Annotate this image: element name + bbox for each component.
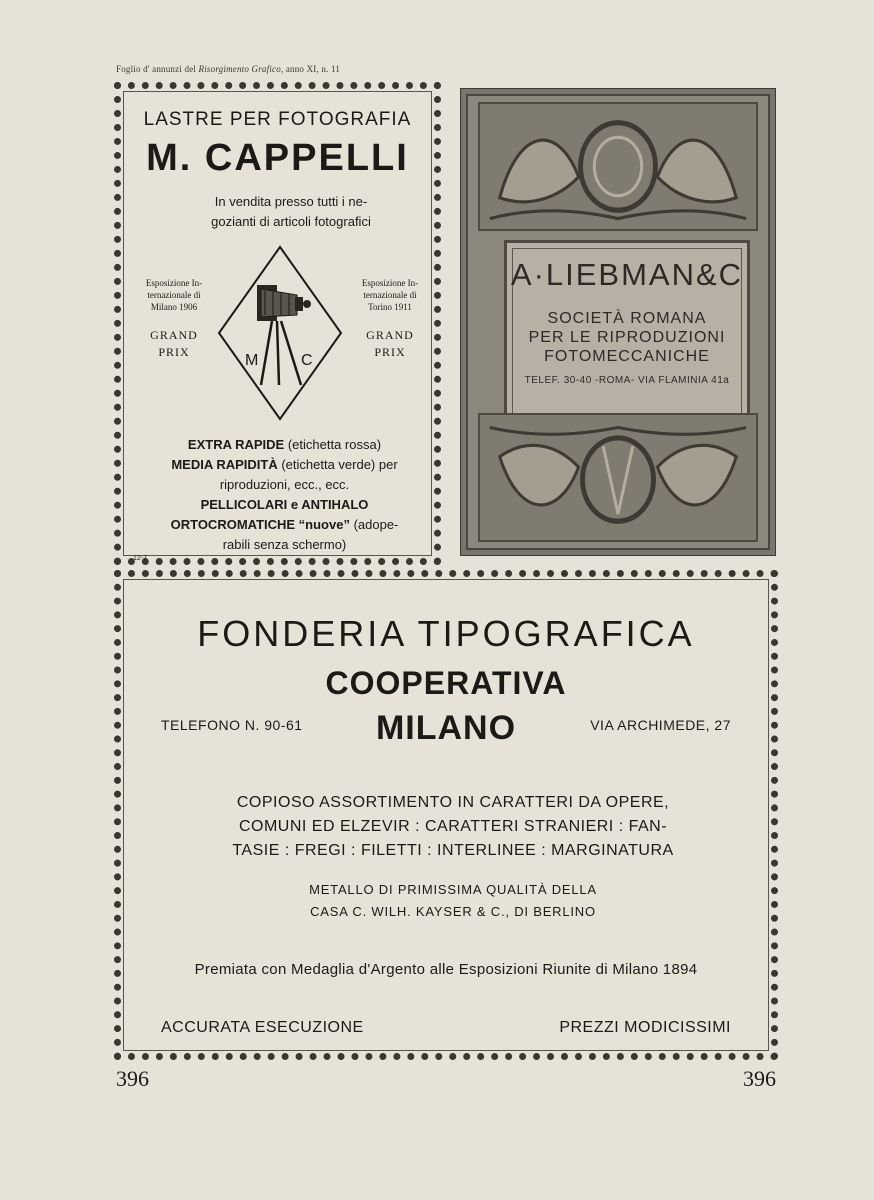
cappelli-code: 12-7 bbox=[133, 555, 148, 562]
grand-prix-line: PRIX bbox=[374, 345, 406, 359]
logo-letter-c: C bbox=[301, 352, 313, 369]
camera-logo bbox=[217, 245, 343, 421]
page-number-left: 396 bbox=[116, 1066, 149, 1091]
cappelli-subtitle bbox=[176, 192, 406, 232]
grand-prix-line: GRAND bbox=[366, 328, 414, 342]
expo-line: Milano 1906 bbox=[150, 302, 198, 312]
liebman-line: PER LE RIPRODUZIONI bbox=[528, 329, 726, 346]
fonderia-accurata: ACCURATA ESECUZIONE bbox=[161, 1019, 364, 1036]
grand-prix-line: GRAND bbox=[150, 328, 198, 342]
expo-milano bbox=[129, 277, 219, 313]
metal-line: CASA C. WILH. KAYSER & C., DI BERLINO bbox=[310, 904, 596, 919]
grand-prix-line: PRIX bbox=[158, 345, 190, 359]
fonderia-prezzi: PREZZI MODICISSIMI bbox=[559, 1019, 731, 1036]
grand-prix-left bbox=[129, 327, 219, 361]
header-journal: Risorgimento Grafico bbox=[198, 64, 281, 74]
fonderia-telefono: TELEFONO N. 90-61 bbox=[161, 717, 303, 733]
expo-torino bbox=[345, 277, 435, 313]
product-line: rabili senza schermo) bbox=[222, 537, 347, 552]
body-line: COMUNI ED ELZEVIR : CARATTERI STRANIERI : FAN- bbox=[238, 818, 668, 835]
body-line: TASIE : FREGI : FILETTI : INTERLINEE : MARGINATURA bbox=[232, 842, 674, 859]
liebman-ad bbox=[460, 88, 776, 556]
body-line: COPIOSO ASSORTIMENTO IN CARATTERI DA OPERE, bbox=[236, 794, 670, 811]
grand-prix-right bbox=[345, 327, 435, 361]
carved-frame bbox=[466, 94, 770, 550]
header-prefix: Foglio d' annunzi del bbox=[116, 64, 199, 74]
ornament-top-icon bbox=[480, 104, 756, 229]
camera-icon bbox=[257, 285, 311, 385]
product-line: ORTOCROMATICHE “nuove” (adope- bbox=[170, 517, 399, 532]
liebman-plaque bbox=[504, 240, 750, 424]
carved-ornament-top bbox=[478, 102, 758, 231]
expo-line: Esposizione In- bbox=[145, 278, 203, 288]
product-line: EXTRA RAPIDE (etichetta rossa) bbox=[187, 437, 382, 452]
page-number-right: 396 bbox=[743, 1066, 776, 1091]
expo-line: Esposizione In- bbox=[361, 278, 419, 288]
liebman-address: TELEF. 30-40 -ROMA- VIA FLAMINIA 41a bbox=[524, 375, 730, 386]
fonderia-ad bbox=[114, 570, 778, 1060]
cappelli-subtitle-line: In vendita presso tutti i ne- bbox=[214, 194, 368, 209]
carved-ornament-bottom bbox=[478, 413, 758, 542]
product-line: riproduzioni, ecc., ecc. bbox=[219, 477, 350, 492]
product-line: PELLICOLARI e ANTIHALO bbox=[200, 497, 369, 512]
expo-line: ternazionale di bbox=[147, 290, 201, 300]
liebman-line: FOTOMECCANICHE bbox=[544, 348, 710, 365]
expo-line: Torino 1911 bbox=[368, 302, 412, 312]
cappelli-title-1: LASTRE PER FOTOGRAFIA bbox=[143, 109, 412, 130]
fonderia-title-1: FONDERIA TIPOGRAFICA bbox=[197, 613, 695, 654]
expo-line: ternazionale di bbox=[363, 290, 417, 300]
fonderia-title-2: COOPERATIVA bbox=[325, 665, 567, 701]
fonderia-metal bbox=[181, 879, 725, 923]
logo-letter-m: M bbox=[245, 352, 259, 369]
metal-line: METALLO DI PRIMISSIMA QUALITÀ DELLA bbox=[309, 882, 597, 897]
page-header bbox=[116, 64, 340, 74]
product-line: MEDIA RAPIDITÀ (etichetta verde) per bbox=[171, 457, 398, 472]
cappelli-ad bbox=[114, 82, 441, 565]
liebman-line: SOCIETÀ ROMANA bbox=[547, 310, 707, 327]
ornament-bottom-icon bbox=[480, 415, 756, 540]
fonderia-city: MILANO bbox=[375, 709, 517, 747]
cappelli-subtitle-line: gozianti di articoli fotografici bbox=[211, 214, 371, 229]
liebman-lines bbox=[507, 309, 747, 366]
logo-diamond bbox=[219, 247, 341, 419]
header-suffix: , anno XI, n. 11 bbox=[280, 64, 341, 74]
cappelli-products bbox=[133, 435, 436, 555]
fonderia-body bbox=[181, 791, 725, 863]
liebman-title: A·LIEBMAN&C bbox=[510, 257, 744, 292]
fonderia-premiata: Premiata con Medaglia d'Argento alle Esposizioni Riunite di Milano 1894 bbox=[194, 961, 698, 978]
cappelli-title-2: M. CAPPELLI bbox=[146, 137, 409, 179]
fonderia-address: VIA ARCHIMEDE, 27 bbox=[590, 717, 731, 733]
